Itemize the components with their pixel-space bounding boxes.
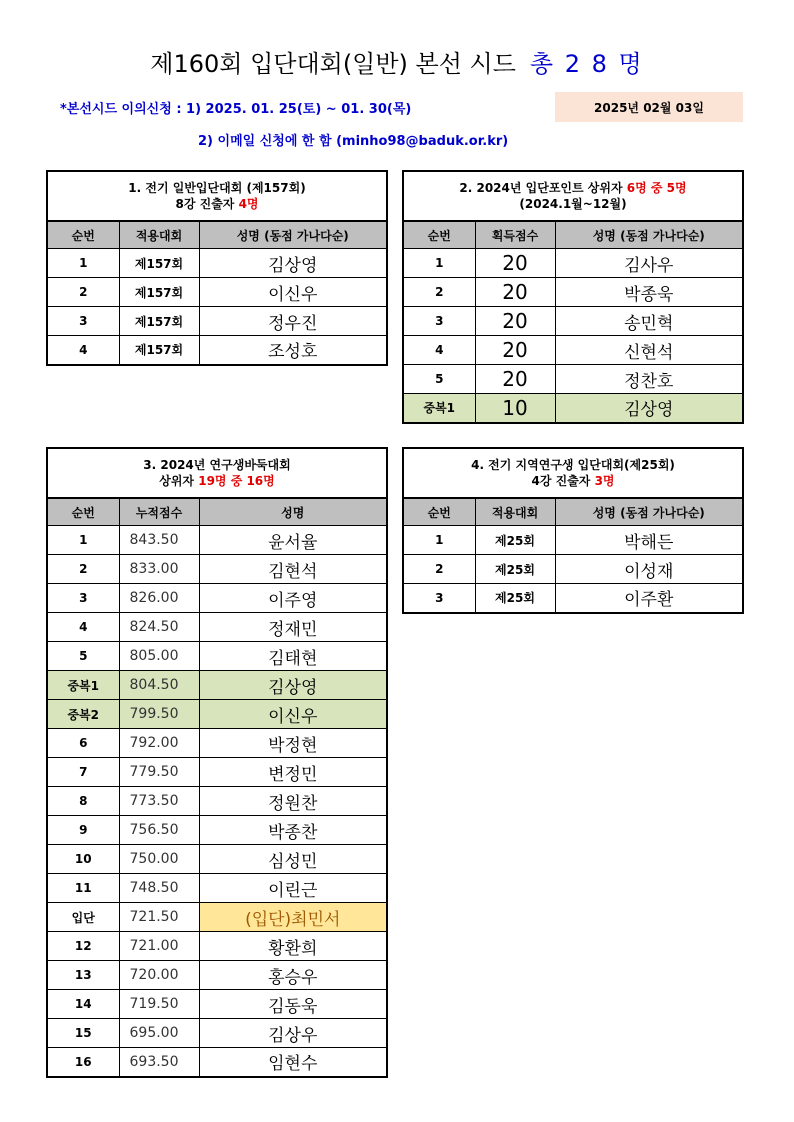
cell-no: 1 bbox=[47, 249, 119, 278]
cell-name: 정재민 bbox=[199, 613, 387, 642]
cell-name: 김태현 bbox=[199, 642, 387, 671]
col-header: 순번 bbox=[403, 498, 475, 526]
cell-no: 1 bbox=[403, 526, 475, 555]
total-count: 총 2 8 명 bbox=[529, 50, 644, 78]
table-prev-general bbox=[46, 170, 388, 366]
cell-no: 입단 bbox=[47, 903, 119, 932]
cell-points: 20 bbox=[475, 336, 555, 365]
cell-name: 박정현 bbox=[199, 729, 387, 758]
cell-score: 824.50 bbox=[119, 613, 199, 642]
cell-no: 9 bbox=[47, 816, 119, 845]
table-row bbox=[47, 671, 387, 700]
cell-score: 721.50 bbox=[119, 903, 199, 932]
cell-no: 4 bbox=[403, 336, 475, 365]
table-body bbox=[47, 249, 387, 365]
cell-name: 변정민 bbox=[199, 758, 387, 787]
table-caption: 2. 2024년 입단포인트 상위자 6명 중 5명 (2024.1월~12월) bbox=[403, 171, 743, 221]
cell-no: 6 bbox=[47, 729, 119, 758]
table-regional bbox=[402, 447, 744, 614]
cell-score: 693.50 bbox=[119, 1048, 199, 1077]
col-header: 순번 bbox=[47, 498, 119, 526]
col-header: 순번 bbox=[47, 221, 119, 249]
col-header: 성명 (동점 가나다순) bbox=[555, 498, 743, 526]
cell-score: 779.50 bbox=[119, 758, 199, 787]
cell-no: 2 bbox=[403, 278, 475, 307]
table-row bbox=[403, 555, 743, 584]
table-row bbox=[47, 729, 387, 758]
cell-no: 16 bbox=[47, 1048, 119, 1077]
cell-name: (입단)최민서 bbox=[199, 903, 387, 932]
cell-no: 11 bbox=[47, 874, 119, 903]
cell-score: 720.00 bbox=[119, 961, 199, 990]
cell-score: 748.50 bbox=[119, 874, 199, 903]
table-row bbox=[403, 336, 743, 365]
table-row bbox=[47, 932, 387, 961]
table-row bbox=[47, 874, 387, 903]
table-row bbox=[47, 307, 387, 336]
cell-name: 정원찬 bbox=[199, 787, 387, 816]
cell-name: 조성호 bbox=[199, 336, 387, 365]
cell-no: 2 bbox=[47, 278, 119, 307]
cell-no: 중복1 bbox=[403, 394, 475, 423]
cell-name: 이성재 bbox=[555, 555, 743, 584]
cell-score: 750.00 bbox=[119, 845, 199, 874]
table-row bbox=[403, 278, 743, 307]
cell-points: 20 bbox=[475, 249, 555, 278]
page-title bbox=[0, 44, 794, 79]
table-body bbox=[403, 526, 743, 613]
cell-name: 김동욱 bbox=[199, 990, 387, 1019]
cell-name: 이주영 bbox=[199, 584, 387, 613]
cell-score: 799.50 bbox=[119, 700, 199, 729]
cell-name: 김상영 bbox=[199, 671, 387, 700]
cell-name: 심성민 bbox=[199, 845, 387, 874]
cell-no: 1 bbox=[47, 526, 119, 555]
cell-no: 7 bbox=[47, 758, 119, 787]
cell-no: 8 bbox=[47, 787, 119, 816]
table-caption: 4. 전기 지역연구생 입단대회(제25회) 4강 진출자 3명 bbox=[403, 448, 743, 498]
cell-no: 2 bbox=[47, 555, 119, 584]
table-row bbox=[47, 903, 387, 932]
cell-no: 1 bbox=[403, 249, 475, 278]
table-row bbox=[403, 526, 743, 555]
cell-name: 김사우 bbox=[555, 249, 743, 278]
cell-event: 제157회 bbox=[119, 336, 199, 365]
cell-no: 12 bbox=[47, 932, 119, 961]
cell-no: 5 bbox=[47, 642, 119, 671]
table-row bbox=[47, 787, 387, 816]
table-row bbox=[403, 394, 743, 423]
title-text: 제160회 입단대회(일반) 본선 시드 bbox=[150, 50, 516, 78]
cell-name: 김상우 bbox=[199, 1019, 387, 1048]
table-row bbox=[47, 642, 387, 671]
table-row bbox=[47, 758, 387, 787]
table-row bbox=[47, 1019, 387, 1048]
table-caption: 3. 2024년 연구생바둑대회 상위자 19명 중 16명 bbox=[47, 448, 387, 498]
cell-name: 김상영 bbox=[555, 394, 743, 423]
table-row bbox=[47, 816, 387, 845]
table-row bbox=[47, 278, 387, 307]
col-header: 획득점수 bbox=[475, 221, 555, 249]
cell-name: 정우진 bbox=[199, 307, 387, 336]
table-body bbox=[403, 249, 743, 423]
cell-no: 4 bbox=[47, 613, 119, 642]
table-row bbox=[47, 336, 387, 365]
cell-name: 이신우 bbox=[199, 700, 387, 729]
cell-points: 10 bbox=[475, 394, 555, 423]
cell-points: 20 bbox=[475, 307, 555, 336]
document-date: 2025년 02월 03일 bbox=[555, 92, 743, 122]
cell-name: 임현수 bbox=[199, 1048, 387, 1077]
col-header: 성명 bbox=[199, 498, 387, 526]
cell-no: 15 bbox=[47, 1019, 119, 1048]
cell-no: 중복1 bbox=[47, 671, 119, 700]
cell-score: 843.50 bbox=[119, 526, 199, 555]
objection-period: *본선시드 이의신청 : 1) 2025. 01. 25(토) ~ 01. 30(목) bbox=[60, 102, 412, 117]
cell-name: 윤서율 bbox=[199, 526, 387, 555]
table-row bbox=[47, 555, 387, 584]
cell-no: 2 bbox=[403, 555, 475, 584]
cell-name: 신현석 bbox=[555, 336, 743, 365]
table-row bbox=[47, 613, 387, 642]
table-row bbox=[47, 1048, 387, 1077]
table-row bbox=[47, 700, 387, 729]
cell-event: 제25회 bbox=[475, 555, 555, 584]
table-row bbox=[47, 961, 387, 990]
cell-name: 황환희 bbox=[199, 932, 387, 961]
cell-no: 중복2 bbox=[47, 700, 119, 729]
table-research-students bbox=[46, 447, 388, 1078]
col-header: 적용대회 bbox=[475, 498, 555, 526]
table-row bbox=[47, 845, 387, 874]
cell-score: 833.00 bbox=[119, 555, 199, 584]
cell-no: 3 bbox=[47, 584, 119, 613]
cell-no: 13 bbox=[47, 961, 119, 990]
table-body bbox=[47, 526, 387, 1077]
cell-name: 박종찬 bbox=[199, 816, 387, 845]
cell-event: 제25회 bbox=[475, 526, 555, 555]
cell-score: 773.50 bbox=[119, 787, 199, 816]
table-row bbox=[403, 584, 743, 613]
cell-score: 804.50 bbox=[119, 671, 199, 700]
cell-no: 14 bbox=[47, 990, 119, 1019]
cell-no: 3 bbox=[47, 307, 119, 336]
cell-score: 719.50 bbox=[119, 990, 199, 1019]
table-caption: 1. 전기 일반입단대회 (제157회) 8강 진출자 4명 bbox=[47, 171, 387, 221]
col-header: 성명 (동점 가나다순) bbox=[555, 221, 743, 249]
cell-name: 이주환 bbox=[555, 584, 743, 613]
objection-email: 2) 이메일 신청에 한 함 (minho98@baduk.or.kr) bbox=[198, 134, 509, 149]
cell-score: 721.00 bbox=[119, 932, 199, 961]
cell-name: 박해든 bbox=[555, 526, 743, 555]
cell-name: 이신우 bbox=[199, 278, 387, 307]
cell-score: 756.50 bbox=[119, 816, 199, 845]
cell-name: 이린근 bbox=[199, 874, 387, 903]
cell-score: 695.00 bbox=[119, 1019, 199, 1048]
cell-name: 김상영 bbox=[199, 249, 387, 278]
col-header: 누적점수 bbox=[119, 498, 199, 526]
cell-score: 826.00 bbox=[119, 584, 199, 613]
cell-no: 3 bbox=[403, 584, 475, 613]
cell-name: 송민혁 bbox=[555, 307, 743, 336]
table-row bbox=[403, 365, 743, 394]
cell-name: 김현석 bbox=[199, 555, 387, 584]
col-header: 순번 bbox=[403, 221, 475, 249]
cell-name: 정찬호 bbox=[555, 365, 743, 394]
table-row bbox=[403, 249, 743, 278]
col-header: 적용대회 bbox=[119, 221, 199, 249]
cell-no: 10 bbox=[47, 845, 119, 874]
cell-points: 20 bbox=[475, 278, 555, 307]
cell-points: 20 bbox=[475, 365, 555, 394]
cell-score: 805.00 bbox=[119, 642, 199, 671]
cell-event: 제157회 bbox=[119, 307, 199, 336]
cell-score: 792.00 bbox=[119, 729, 199, 758]
table-row bbox=[47, 990, 387, 1019]
table-row bbox=[47, 526, 387, 555]
table-point-ranking bbox=[402, 170, 744, 424]
cell-event: 제25회 bbox=[475, 584, 555, 613]
table-row bbox=[403, 307, 743, 336]
table-row bbox=[47, 249, 387, 278]
cell-name: 박종욱 bbox=[555, 278, 743, 307]
cell-no: 4 bbox=[47, 336, 119, 365]
cell-name: 홍승우 bbox=[199, 961, 387, 990]
table-row bbox=[47, 584, 387, 613]
cell-no: 3 bbox=[403, 307, 475, 336]
cell-event: 제157회 bbox=[119, 249, 199, 278]
col-header: 성명 (동점 가나다순) bbox=[199, 221, 387, 249]
cell-no: 5 bbox=[403, 365, 475, 394]
cell-event: 제157회 bbox=[119, 278, 199, 307]
